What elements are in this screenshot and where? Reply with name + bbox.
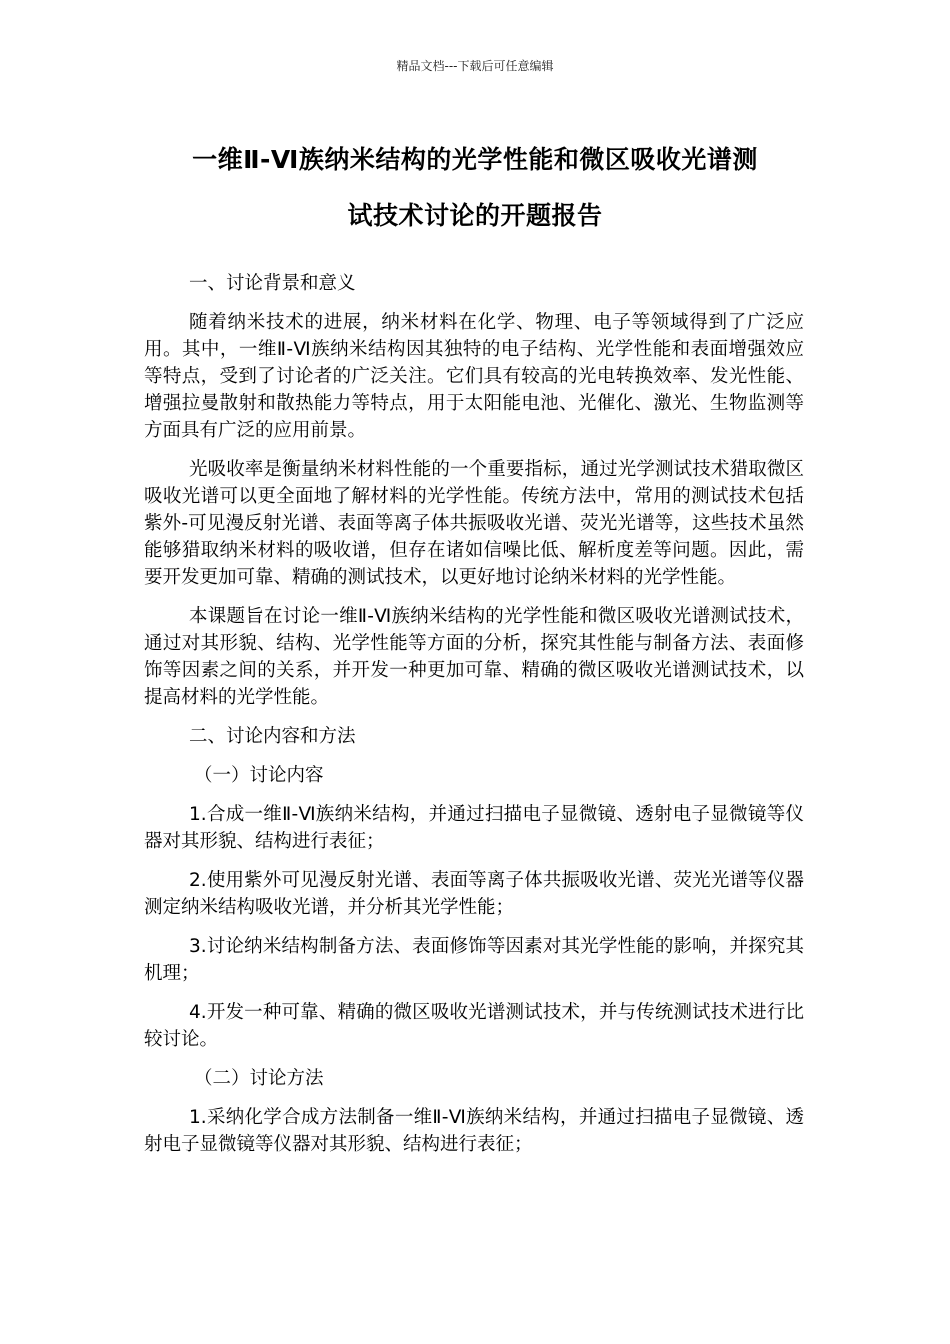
paragraph-background-2: 光吸收率是衡量纳米材料性能的一个重要指标，通过光学测试技术猎取微区吸收光谱可以更全面地了解材料的光学性能。传统方法中，常用的测试技术包括紫外-可见漫反射光谱、表面等离子体共振吸收光谱、荧光光谱等，这些技术虽然能够猎取纳米材料的吸收谱，但存在诸如信噪比低、解析度差等问题。因此，需要开发更加可靠、精确的测试技术，以更好地讨论纳米材料的光学性能。 (144, 459, 804, 588)
method-item-1: 1.采纳化学合成方法制备一维Ⅱ-Ⅵ族纳米结构，并通过扫描电子显微镜、透射电子显微镜等仪器对其形貌、结构进行表征； (144, 1107, 804, 1155)
document-title-line-2: 试技术讨论的开题报告 (347, 201, 603, 230)
paragraph-background-3: 本课题旨在讨论一维Ⅱ-Ⅵ族纳米结构的光学性能和微区吸收光谱测试技术，通过对其形貌、结构、光学性能等方面的分析，探究其性能与制备方法、表面修饰等因素之间的关系，并开发一种更加可靠、精确的微区吸收光谱测试技术，以提高材料的光学性能。 (144, 606, 804, 708)
content-item-3: 3.讨论纳米结构制备方法、表面修饰等因素对其光学性能的影响，并探究其机理； (144, 936, 804, 984)
paragraph-background-1: 随着纳米技术的进展，纳米材料在化学、物理、电子等领域得到了广泛应用。其中，一维Ⅱ-Ⅵ族纳米结构因其独特的电子结构、光学性能和表面增强效应等特点，受到了讨论者的广泛关注。它们具有较高的光电转换效率、发光性能、增强拉曼散射和散热能力等特点，用于太阳能电池、光催化、激光、生物监测等方面具有广泛的应用前景。 (144, 312, 804, 441)
content-item-4: 4.开发一种可靠、精确的微区吸收光谱测试技术，并与传统测试技术进行比较讨论。 (144, 1002, 804, 1050)
subsection-heading-content: （一）讨论内容 (194, 765, 324, 786)
section-heading-background: 一、讨论背景和意义 (189, 273, 356, 294)
content-item-2: 2.使用紫外可见漫反射光谱、表面等离子体共振吸收光谱、荧光光谱等仪器测定纳米结构吸收光谱，并分析其光学性能； (144, 870, 804, 918)
section-heading-content-method: 二、讨论内容和方法 (189, 726, 356, 747)
content-item-1: 1.合成一维Ⅱ-Ⅵ族纳米结构，并通过扫描电子显微镜、透射电子显微镜等仪器对其形貌、结构进行表征； (144, 804, 804, 852)
document-body (144, 270, 804, 1170)
document-title-line-1: 一维Ⅱ-Ⅵ族纳米结构的光学性能和微区吸收光谱测 (192, 145, 758, 174)
header-note: 精品文档---下载后可任意编辑 (396, 59, 554, 73)
subsection-heading-method: （二）讨论方法 (194, 1068, 324, 1089)
